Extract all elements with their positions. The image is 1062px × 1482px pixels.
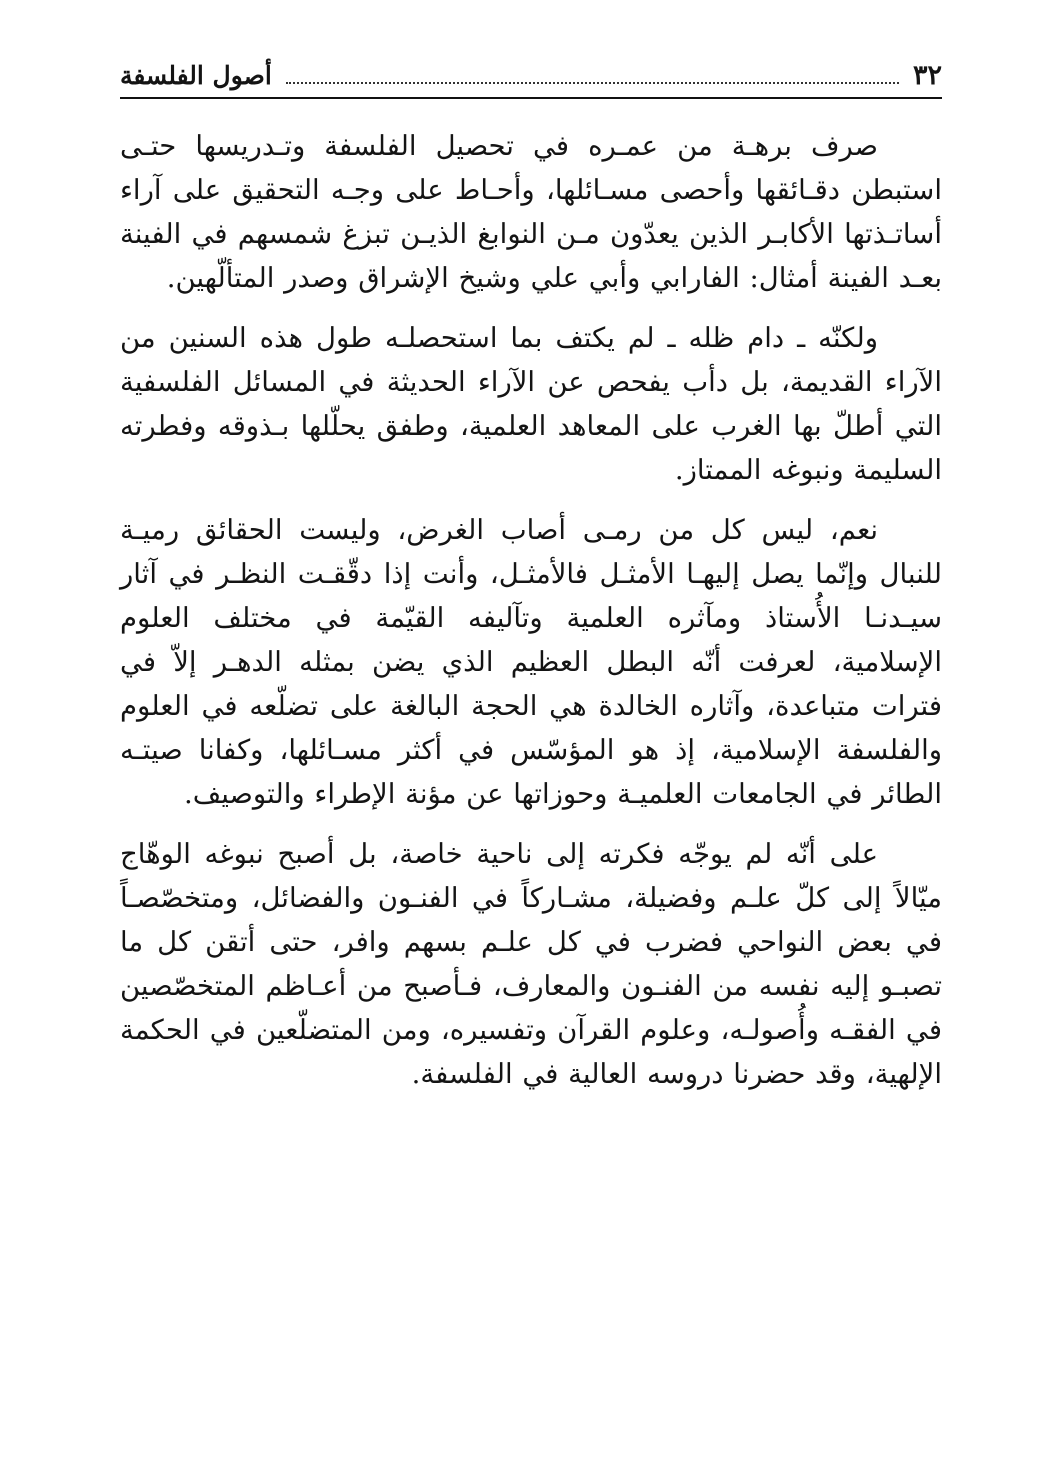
- page-header: [120, 52, 942, 96]
- paragraph-2: ولكنّه ـ دام ظله ـ لم يكتف بما استحصلـه طول هذه السنين من الآراء القديمة، بل دأب يفحص عن الآراء الحديثة في المسائل الفلسفية التي أطلّ بها الغرب على المعاهد العلمية، وطفق يحلّلها بـذوقه وفطرته السليمة ونبوغه الممتاز.: [120, 322, 942, 486]
- paragraph-3: نعم، ليس كل من رمـى أصاب الغرض، وليست الحقائق رميـة للنبال وإنّما يصل إليهـا الأمثـل فالأمثـل، وأنت إذا دقّقـت النظـر في آثار سيـدنـا الأُستاذ ومآثره العلمية وتآليفه القيّمة في مختلف العلوم الإسلامية، لعرفت أنّه البطل العظيم الذي يضن بمثله الدهـر إلاّ في فترات متباعدة، وآثاره الخالدة هي الحجة البالغة على تضلّعه في العلوم والفلسفة الإسلامية، إذ هو المؤسّس في أكثر مسـائلها، وكفانا صيتـه الطائر في الجامعات العلميـة وحوزاتها عن مؤنة الإطراء والتوصيف.: [120, 514, 942, 810]
- paragraph-4: على أنّه لم يوجّه فكرته إلى ناحية خاصة، بل أصبح نبوغه الوهّاج ميّالاً إلى كلّ علـم وفضيلة، مشـاركاً في الفنـون والفضائل، ومتخصّصـاً في بعض النواحي فضرب في كل علـم بسهم وافر، حتى أتقن كل ما تصبـو إليه نفسه من الفنـون والمعارف، فـأصبح من أعـاظم المتخصّصين في الفقـه وأُصولـه، وعلوم القرآن وتفسيره، ومن المتضلّعين في الحكمة الإلهية، وقد حضرنا دروسه العالية في الفلسفة.: [120, 838, 942, 1090]
- header-rule: [120, 97, 942, 99]
- page-number: ٣٢: [912, 60, 942, 91]
- header-leader-dots: [286, 81, 899, 84]
- running-title: أصول الفلسفة: [120, 61, 272, 90]
- paragraph-1: صرف برهـة من عمـره في تحصيل الفلسفة وتـدريسها حتـى استبطن دقـائقها وأحصى مسـائلها، وأحـاط على وجـه التحقيق على آراء أساتـذتها الأكابـر الذين يعدّون مـن النوابغ الذيـن تبزغ شمسهم في الفينة بعـد الفينة أمثال: الفارابي وأبي علي وشيخ الإشراق وصدر المتألّهين.: [120, 130, 942, 294]
- body-text: [120, 124, 942, 1112]
